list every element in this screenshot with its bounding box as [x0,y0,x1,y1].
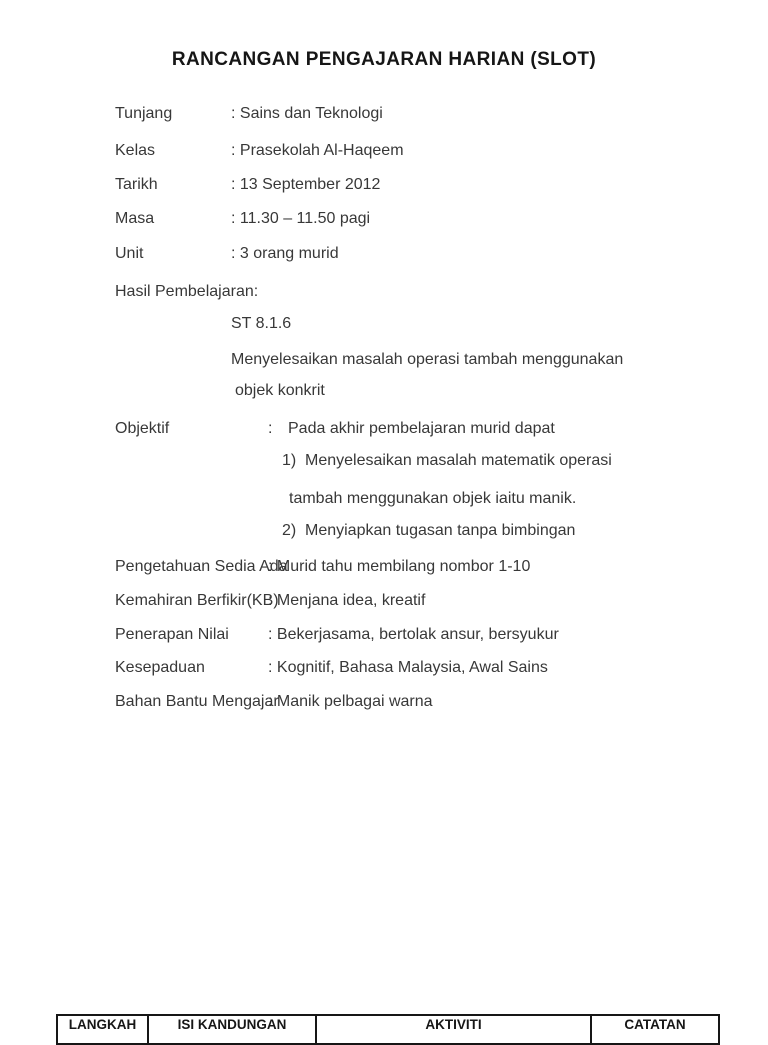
field-label: Pengetahuan Sedia Ada [115,558,288,575]
hasil-line: ST 8.1.6 [231,315,292,332]
hasil-line: objek konkrit [235,382,325,399]
field-label: Kemahiran Berfikir(KB) [115,592,279,609]
field-value: : Prasekolah Al-Haqeem [231,142,404,159]
field-label: Penerapan Nilai [115,626,229,643]
field-label: Kelas [115,142,156,159]
field-row [0,692,768,712]
field-value: : 11.30 – 11.50 pagi [231,210,371,227]
field-label: Unit [115,245,144,262]
table-header-catatan: CATATAN [591,1015,719,1044]
field-value: : Bekerjasama, bertolak ansur, bersyukur [268,626,559,643]
field-row [0,104,768,124]
field-row [0,625,768,645]
field-value: : Sains dan Teknologi [231,105,383,122]
field-value: : Kognitif, Bahasa Malaysia, Awal Sains [268,659,548,676]
field-row [0,141,768,161]
list-item-text: tambah menggunakan objek iaitu manik. [289,490,577,507]
list-item-text: Menyelesaikan masalah matematik operasi [305,452,612,469]
field-row [0,658,768,678]
field-row [0,175,768,195]
field-row [0,557,768,577]
objektif-row [0,419,768,439]
field-label: Objektif [115,420,170,437]
field-row [0,591,768,611]
hasil-line-row [0,381,768,401]
field-row [0,244,768,264]
list-item-number: 2) [282,522,297,539]
field-value: : 13 September 2012 [231,176,381,193]
section-heading-row [0,282,768,302]
table-header-aktiviti: AKTIVITI [316,1015,591,1044]
objektif-item-row [0,521,768,541]
objektif-intro: Pada akhir pembelajaran murid dapat [288,420,555,437]
field-label: Bahan Bantu Mengajar [115,693,279,710]
field-row [0,209,768,229]
hasil-line: Menyelesaikan masalah operasi tambah menggunakan [231,351,624,368]
field-label: Masa [115,210,155,227]
hasil-line-row [0,314,768,334]
field-label: Tunjang [115,105,173,122]
list-item-text: Menyiapkan tugasan tanpa bimbingan [305,522,576,539]
field-value: : Menjana idea, kreatif [268,592,426,609]
table-header-row [57,1015,719,1044]
table-header-isi-kandungan: ISI KANDUNGAN [148,1015,316,1044]
objektif-item-row [0,451,768,471]
table-header-langkah: LANGKAH [57,1015,148,1044]
page-title: RANCANGAN PENGAJARAN HARIAN (SLOT) [171,49,597,70]
field-label: Tarikh [115,176,158,193]
field-value: : Murid tahu membilang nombor 1-10 [268,558,531,575]
colon-separator: : [268,420,273,437]
list-item-number: 1) [282,452,297,469]
hasil-line-row [0,350,768,370]
objektif-item-continuation-row [0,489,768,509]
field-label: Kesepaduan [115,659,205,676]
lesson-steps-table [56,1014,720,1045]
field-value: : Manik pelbagai warna [268,693,433,710]
field-value: : 3 orang murid [231,245,339,262]
section-heading: Hasil Pembelajaran: [115,283,259,300]
